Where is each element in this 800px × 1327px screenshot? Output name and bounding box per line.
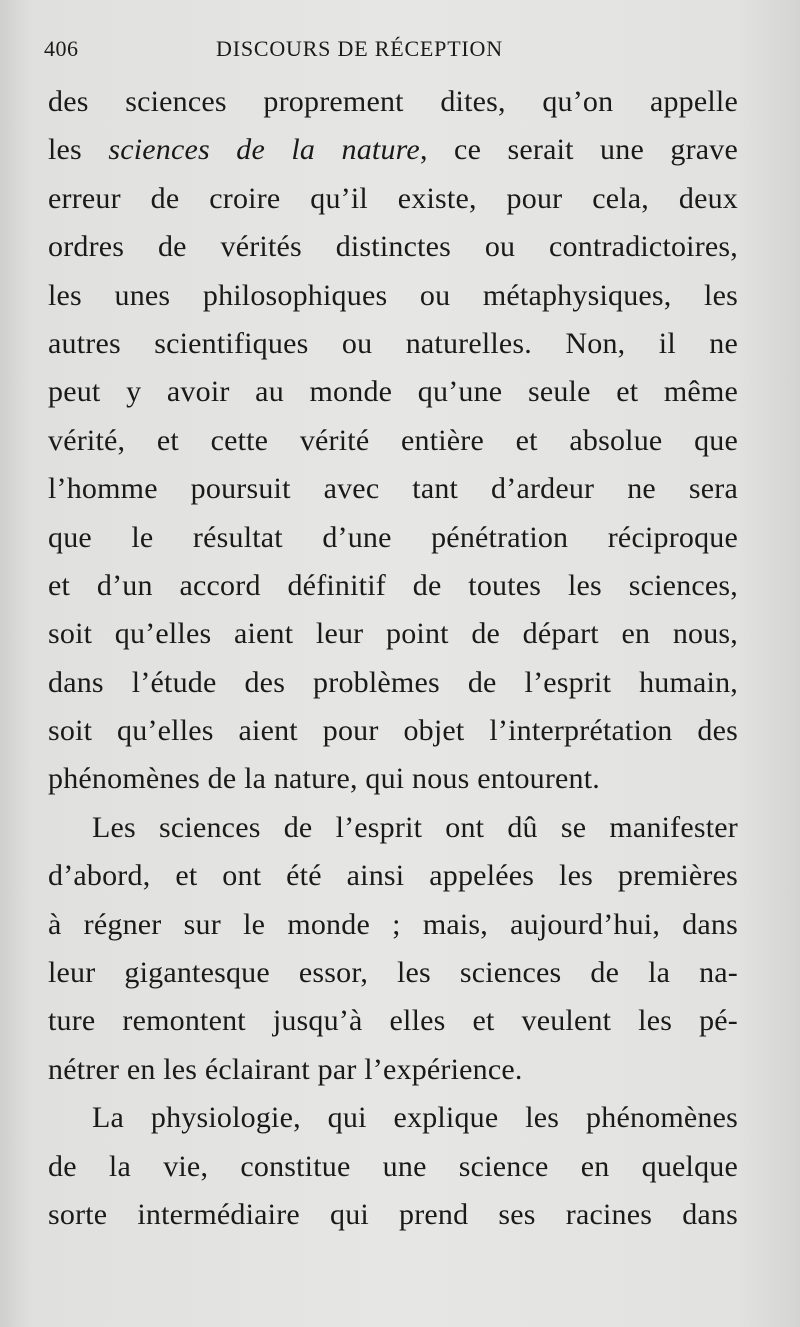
italic-phrase: sciences de la nature xyxy=(108,133,420,167)
text-line xyxy=(48,126,738,174)
text-line: nétrer en les éclairant par l’expérience. xyxy=(48,1052,523,1086)
text-line: autres scientifiques ou naturelles. Non, il ne xyxy=(48,326,738,360)
text-line: erreur de croire qu’il existe, pour cela, deux xyxy=(48,181,738,215)
body-text xyxy=(48,78,738,1239)
text-line: ture remontent jusqu’à elles et veulent les pé- xyxy=(48,1004,738,1038)
text-line-end: , ce serait une grave xyxy=(419,133,738,167)
text-line: à régner sur le monde ; mais, aujourd’hui, dans xyxy=(48,907,738,941)
text-line: soit qu’elles aient pour objet l’interprétation des xyxy=(48,714,738,748)
text-line: vérité, et cette vérité entière et absolue que xyxy=(48,423,738,457)
page-number: 406 xyxy=(44,36,79,61)
text-line: phénomènes de la nature, qui nous entourent. xyxy=(48,762,600,796)
running-title: DISCOURS DE RÉCEPTION xyxy=(216,36,503,61)
text-line: leur gigantesque essor, les sciences de la na- xyxy=(48,956,738,990)
text-line: que le résultat d’une pénétration réciproque xyxy=(48,520,738,554)
text-line: sorte intermédiaire qui prend ses racines dans xyxy=(48,1197,738,1231)
text-line-start: les xyxy=(48,133,109,167)
text-line: peut y avoir au monde qu’une seule et même xyxy=(48,375,738,409)
text-line: de la vie, constitue une science en quelque xyxy=(48,1149,738,1183)
text-line: ordres de vérités distinctes ou contradictoires, xyxy=(48,230,738,264)
paragraph-start-line: Les sciences de l’esprit ont dû se manifester xyxy=(92,810,738,844)
text-line: les unes philosophiques ou métaphysiques, les xyxy=(48,278,738,312)
paragraph-start-line: La physiologie, qui explique les phénomènes xyxy=(92,1101,738,1135)
text-line: et d’un accord définitif de toutes les sciences, xyxy=(48,568,738,602)
text-line: d’abord, et ont été ainsi appelées les premières xyxy=(48,859,738,893)
text-line: des sciences proprement dites, qu’on appelle xyxy=(48,85,738,118)
text-line: soit qu’elles aient leur point de départ en nous, xyxy=(48,617,738,651)
text-line: l’homme poursuit avec tant d’ardeur ne sera xyxy=(48,472,738,506)
running-head xyxy=(44,36,724,70)
text-line: dans l’étude des problèmes de l’esprit humain, xyxy=(48,665,738,699)
